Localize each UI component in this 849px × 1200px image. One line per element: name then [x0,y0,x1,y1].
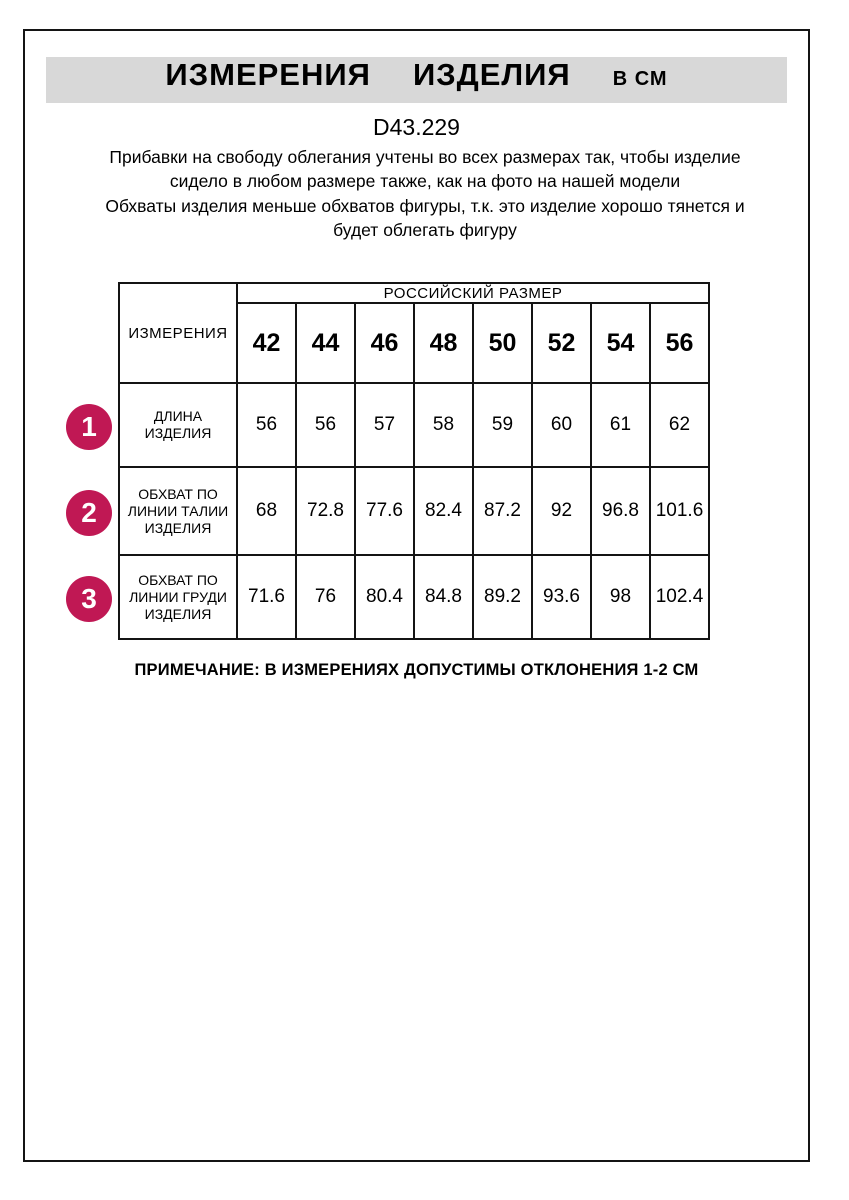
table-cell: 98 [591,555,650,639]
table-row-chest [119,555,709,639]
model-number: D43.229 [373,114,460,140]
table-cell: 87.2 [473,467,532,555]
table-cell: 68 [237,467,296,555]
table-cell: 93.6 [532,555,591,639]
table-cell: 76 [296,555,355,639]
table-cell: 61 [591,383,650,467]
page-title-product: ИЗДЕЛИЯ [412,57,571,92]
table-cell: 60 [532,383,591,467]
row-number-badge-3: 3 [66,576,112,622]
page-title-units: В СМ [612,68,668,90]
title-bar [46,57,787,103]
table-cell: 56 [296,383,355,467]
page-title-measurements: ИЗМЕРЕНИЯ [165,57,371,92]
description-block [105,145,745,242]
size-header: 46 [355,303,414,383]
description-paragraph-fit: Прибавки на свободу облегания учтены во всех размерах так, чтобы изделие сидело в любом размере также, как на фото на нашей модели [109,147,741,191]
row-label-waist: ОБХВАТ ПО ЛИНИИ ТАЛИИ ИЗДЕЛИЯ [119,467,237,555]
table-cell: 96.8 [591,467,650,555]
row-number-badge-2: 2 [66,490,112,536]
table-cell: 77.6 [355,467,414,555]
column-group-russian-size: РОССИЙСКИЙ РАЗМЕР [237,283,709,303]
size-header: 44 [296,303,355,383]
table-cell: 62 [650,383,709,467]
description-paragraph-stretch: Обхваты изделия меньше обхватов фигуры, т.к. это изделие хорошо тянется и будет облегать фигуру [105,196,745,240]
table-cell: 71.6 [237,555,296,639]
table-cell: 101.6 [650,467,709,555]
table-cell: 84.8 [414,555,473,639]
column-header-measurements: ИЗМЕРЕНИЯ [119,283,237,383]
table-cell: 72.8 [296,467,355,555]
size-header: 54 [591,303,650,383]
table-row-length [119,383,709,467]
size-header: 56 [650,303,709,383]
table-row-waist [119,467,709,555]
table-cell: 58 [414,383,473,467]
table-cell: 92 [532,467,591,555]
table-cell: 59 [473,383,532,467]
size-header: 48 [414,303,473,383]
table-cell: 82.4 [414,467,473,555]
table-cell: 80.4 [355,555,414,639]
size-header: 52 [532,303,591,383]
table-cell: 57 [355,383,414,467]
table-cell: 102.4 [650,555,709,639]
table-cell: 56 [237,383,296,467]
size-table [118,282,710,640]
table-row-group-header [119,283,709,303]
table-cell: 89.2 [473,555,532,639]
size-header: 50 [473,303,532,383]
row-number-badge-1: 1 [66,404,112,450]
size-header: 42 [237,303,296,383]
row-label-length: ДЛИНА ИЗДЕЛИЯ [119,383,237,467]
row-label-chest: ОБХВАТ ПО ЛИНИИ ГРУДИ ИЗДЕЛИЯ [119,555,237,639]
tolerance-note: ПРИМЕЧАНИЕ: В ИЗМЕРЕНИЯХ ДОПУСТИМЫ ОТКЛОНЕНИЯ 1-2 СМ [134,661,699,679]
